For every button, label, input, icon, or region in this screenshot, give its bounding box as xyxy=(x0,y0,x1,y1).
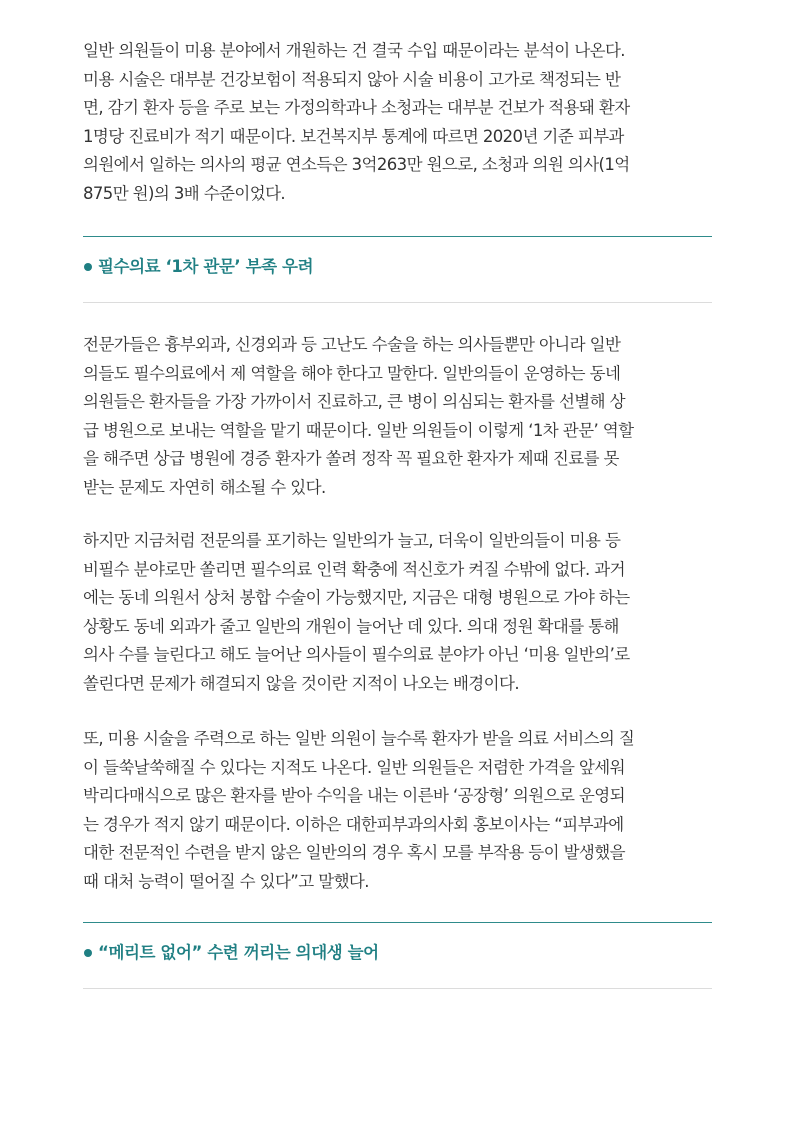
section-heading-residency xyxy=(83,941,712,965)
body-paragraph: 하지만 지금처럼 전문의를 포기하는 일반의가 늘고, 더욱이 일반의들이 미용 등 비필수 분야로만 쏠리면 필수의료 인력 확충에 적신호가 켜질 수밖에 없다. 과거 에는 동네 의원서 상처 봉합 수술이 가능했지만, 지금은 대형 병원으로 가야 하는 상황도 동네 외과가 줄고 일반의 개원이 늘어난 데 있다. 의대 정원 확대를 통해 의사 수를 늘린다고 해도 늘어난 의사들이 필수의료 분야가 아닌 ‘미용 일반의’로 쏠린다면 문제가 해결되지 않을 것이란 지적이 나오는 배경이다. xyxy=(83,531,630,693)
section-divider-bottom xyxy=(83,302,712,303)
body-paragraph: 전문가들은 흉부외과, 신경외과 등 고난도 수술을 하는 의사들뿐만 아니라 일반 의들도 필수의료에서 제 역할을 해야 한다고 말한다. 일반의들이 운영하는 동네 의원들은 환자들을 가장 가까이서 진료하고, 큰 병이 의심되는 환자를 선별해 상 급 병원으로 보내는 역할을 맡기 때문이다. 일반 의원들이 이렇게 ‘1차 관문’ 역할 을 해주면 상급 병원에 경증 환자가 쏠려 정작 꼭 필요한 환자가 제때 진료를 못 받는 문제도 자연히 해소될 수 있다. xyxy=(83,335,634,497)
section-heading-text: “메리트 없어” 수련 꺼리는 의대생 늘어 xyxy=(98,943,379,962)
body-paragraph: 또, 미용 시술을 주력으로 하는 일반 의원이 늘수록 환자가 받을 의료 서비스의 질 이 들쑥날쑥해질 수 있다는 지적도 나온다. 일반 의원들은 저렴한 가격을 앞세워 박리다매식으로 많은 환자를 받아 수익을 내는 이른바 ‘공장형’ 의원으로 운영되 는 경우가 적지 않기 때문이다. 이하은 대한피부과의사회 홍보이사는 “피부과에 대한 전문적인 수련을 받지 않은 일반의의 경우 혹시 모를 부작용 등이 발생했을 때 대처 능력이 떨어질 수 있다”고 말했다. xyxy=(83,729,635,891)
section-heading-essential-care xyxy=(83,255,712,279)
section-divider-top xyxy=(83,236,712,237)
section-divider-bottom xyxy=(83,988,712,989)
section-divider-top xyxy=(83,922,712,923)
section-heading-text: 필수의료 ‘1차 관문’ 부족 우려 xyxy=(98,257,314,276)
bullet-icon xyxy=(84,263,92,271)
intro-paragraph: 일반 의원들이 미용 분야에서 개원하는 건 결국 수입 때문이라는 분석이 나온다. 미용 시술은 대부분 건강보험이 적용되지 않아 시술 비용이 고가로 책정되는 반 면, 감기 환자 등을 주로 보는 가정의학과나 소청과는 대부분 건보가 적용돼 환자 1명당 진료비가 적기 때문이다. 보건복지부 통계에 따르면 2020년 기준 피부과 의원에서 일하는 의사의 평균 연소득은 3억263만 원으로, 소청과 의원 의사(1억 875만 원)의 3배 수준이었다. xyxy=(83,41,630,203)
bullet-icon xyxy=(84,949,92,957)
